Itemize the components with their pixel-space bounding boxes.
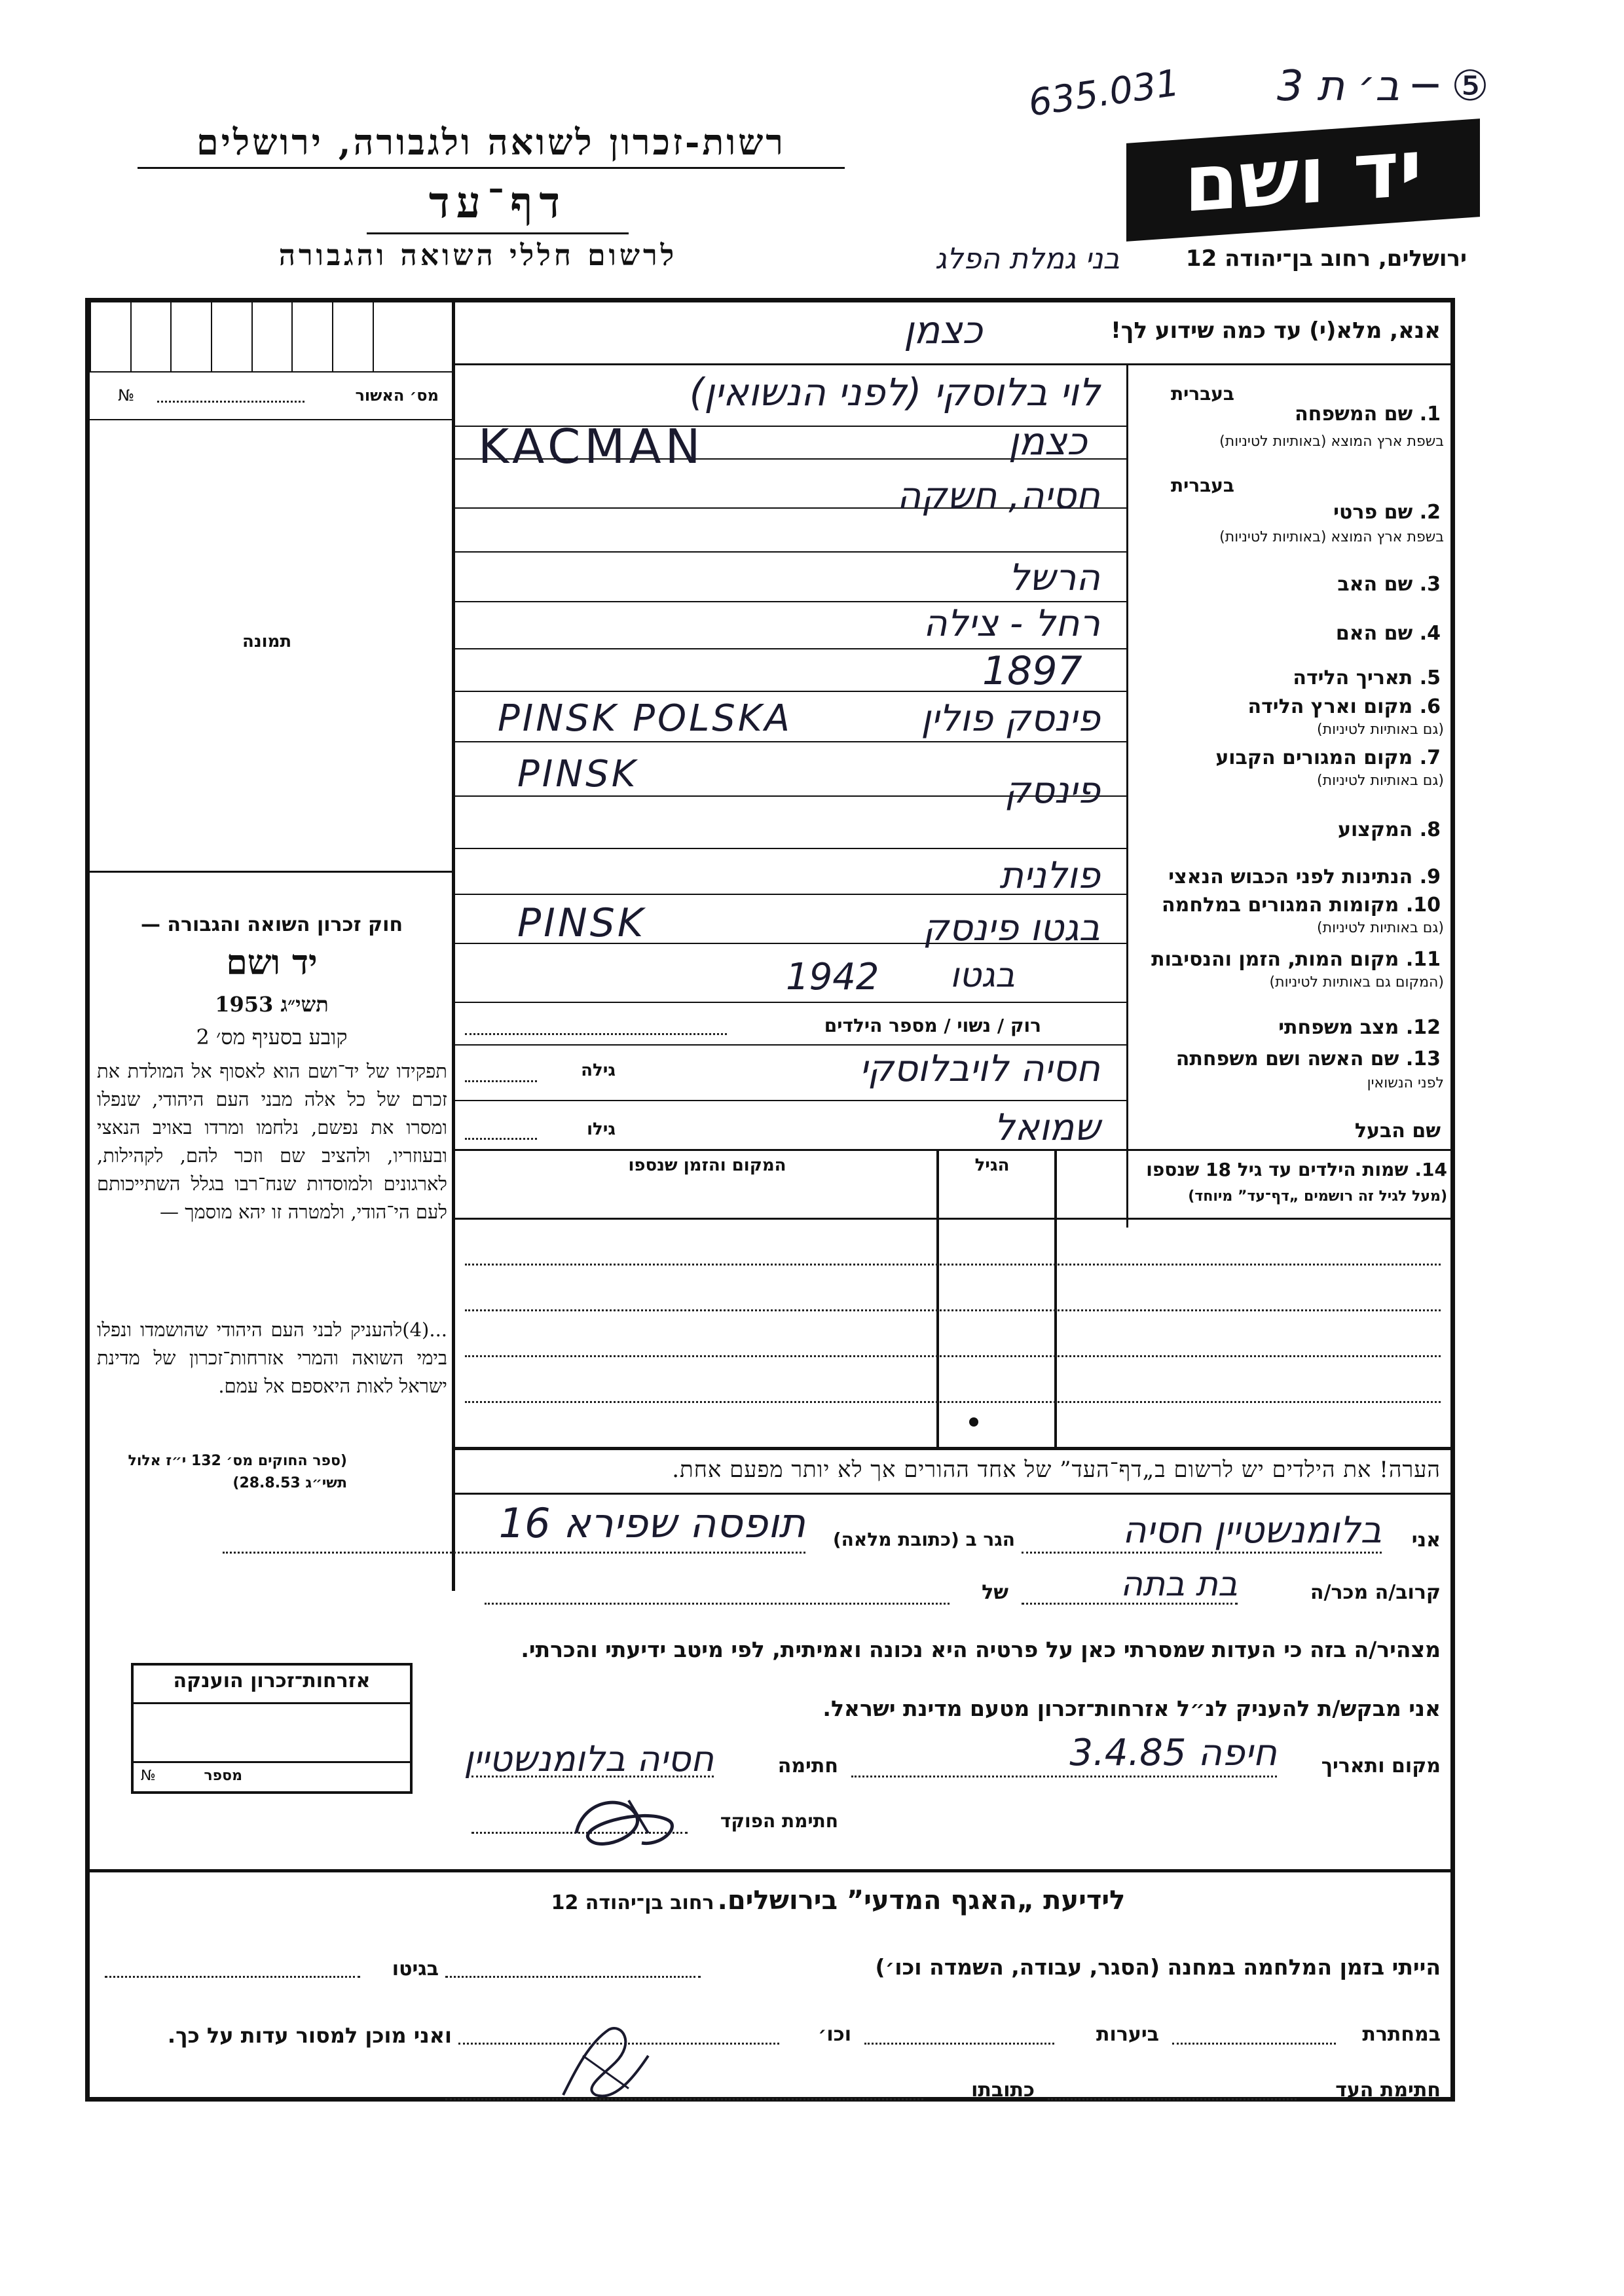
footer-witness-sig-field[interactable]: [1048, 2098, 1297, 2100]
label-column-divider: [1126, 363, 1128, 1228]
law-body-2: ...(4)להעניק לבני העם היהודי שהושמדו ונפלו בימי השואה והמרי אזרחות־זכרון של מדינת ישראל לאות היאספם אל עמם.: [97, 1319, 447, 1397]
field-13-sub: לפני הנשואין: [1367, 1075, 1444, 1091]
place-date-field[interactable]: [851, 1776, 1277, 1777]
note-text: הערה! את הילדים יש לרשום ב„דף־העד” של אחד ההורים אך לא יותר מפעם אחת.: [672, 1457, 1441, 1483]
field-10-label: 10. מקומות המגורים במלחמה: [1162, 894, 1441, 917]
declarant-i-label: אני: [1411, 1529, 1441, 1552]
children-place-col: המקום והזמן שנספו: [628, 1156, 786, 1175]
note-bottom-rule: [455, 1493, 1452, 1495]
row-rule-j: [455, 848, 1126, 849]
officer-signature-scribble: [563, 1787, 694, 1859]
field-13-label: 13. שם האשה ושם משפחתה: [1175, 1048, 1441, 1070]
children-row-2[interactable]: [465, 1309, 1441, 1311]
field-12-options: רוק / נשוי / מספר הילדים: [824, 1015, 1041, 1036]
husband-label: שם הבעל: [1354, 1120, 1441, 1142]
field-14-label: 14. שמות הילדים עד גיל 18 שנספו: [1146, 1159, 1447, 1180]
children-row-1[interactable]: [465, 1264, 1441, 1266]
field-2-value[interactable]: חסיה, חשקה: [896, 475, 1100, 517]
footer-divider: [90, 1869, 1450, 1872]
approval-number-symbol: №: [118, 386, 134, 405]
authority-underline: [138, 167, 845, 169]
footer-line-1: הייתי בזמן המלחמה במחנה (הסגר, עבודה, השמדה וכו׳): [875, 1954, 1441, 1980]
declarant-declaration: מצהיר/ה בזה כי העדות שמסרתי כאן על פרטיה היא נכונה ואמיתית, לפי מיטב ידיעתי והכרתי.: [521, 1637, 1441, 1662]
witness-scribble: [537, 2016, 668, 2108]
law-body: תפקידו של יד־ושם הוא לאסוף אל המולדת את זכרם של כל אלה מבני העם היהודי, שנפלו ומסרו את נפשם, נלחמו ומרדו באויב הנאצי ובעוזריו, ולהציב שם וזכר להם, לקהילות, לארגונים ולמוסדות שנח־רבו בגלל השתייכותם לעם הי־הודי, ולמטרה זו יהא מוסמך —: [97, 1060, 447, 1223]
field-6-value-hebrew[interactable]: פינסק פולין: [921, 697, 1100, 740]
field-2-sub: בשפת ארץ המוצא (באותיות לטיניות): [1219, 529, 1444, 545]
husband-value[interactable]: שמואל: [993, 1106, 1100, 1149]
field-9-value[interactable]: פולנית: [999, 854, 1100, 897]
law-title: חוק זכרון השואה והגבורה —: [140, 913, 403, 936]
field-7-sub: (גם באותיות לטיניות): [1317, 773, 1444, 789]
field-7-label: 7. מקום המגורים הקבוע: [1215, 746, 1441, 769]
row-rule-n: [455, 1044, 1126, 1046]
declarant-living-label: הגר ב (כתובת מלאה): [832, 1529, 1015, 1550]
citizenship-label: אזרחות־זכרון הוענקה: [173, 1669, 371, 1692]
field-1-value-hebrew-2[interactable]: כצמן: [1008, 419, 1087, 464]
declarant-relative-value[interactable]: בת בתה: [1120, 1565, 1238, 1604]
declarant-address-field[interactable]: [223, 1552, 805, 1554]
footer-address-field[interactable]: [445, 2098, 923, 2100]
approval-label: מס׳ האשור: [355, 386, 439, 405]
footer-witness-sig-label: חתימת העד: [1335, 2079, 1441, 2102]
children-top-rule: [455, 1149, 1452, 1151]
row-rule-d: [455, 551, 1126, 553]
children-age-col: הגיל: [974, 1156, 1010, 1175]
place-date-label: מקום ותאריך: [1321, 1755, 1441, 1777]
handwritten-corner-note: ב׳ ת 3 ─ ⑤: [1277, 62, 1489, 111]
approval-bottom-rule: [90, 419, 452, 420]
law-name: יד ושם: [226, 943, 318, 983]
field-11-value-year[interactable]: 1942: [786, 956, 879, 998]
field-3-label: 3. שם האב: [1337, 573, 1441, 596]
row-rule-o: [455, 1100, 1126, 1101]
declarant-name-value[interactable]: בלומנשטיין חסיה: [1122, 1509, 1382, 1552]
handwritten-reference: 635.031: [1025, 62, 1182, 125]
citizenship-number-label: מספר: [204, 1768, 242, 1784]
children-col-2: [936, 1149, 939, 1450]
field-10-sub: (גם באותיות לטיניות): [1317, 920, 1444, 936]
declarant-request: אני מבקש/ת להעניק לנ״ל אזרחות־זכרון מטעם מדינת ישראל.: [822, 1696, 1441, 1721]
photo-label: תמונה: [242, 632, 292, 651]
form-title: דף־עד: [428, 177, 567, 228]
field-4-label: 4. שם האם: [1335, 622, 1441, 645]
handwritten-address-note: בני גמלת הפלג: [934, 242, 1120, 276]
title-underline: [367, 232, 629, 234]
field-6-label: 6. מקום וארץ הלידה: [1247, 695, 1441, 718]
signature-value[interactable]: חסיה בלומנשטיין: [464, 1738, 714, 1779]
law-clause: קובע בסעיף מס׳ 2: [196, 1025, 348, 1049]
field-9-label: 9. הנתינות לפני הכבוש הנאצי: [1168, 866, 1441, 888]
intro-handwritten: כצמן: [904, 308, 983, 352]
footer-ghetto-label: בגיטו: [392, 1958, 439, 1980]
approval-number-field[interactable]: [157, 401, 304, 403]
footer-title-main: לידיעת „האגף המדעי” בירושלים.: [717, 1886, 1126, 1916]
law-reference: (ספר החוקים מס׳ 132 י״ז אלול תשי״ג 28.8.53): [128, 1453, 347, 1491]
photo-bottom-rule: [90, 871, 452, 873]
place-date-value[interactable]: חיפה 3.4.85: [1069, 1732, 1277, 1774]
declarant-name-field[interactable]: [1022, 1552, 1382, 1554]
footer-underground-label: במחתרת: [1362, 2023, 1441, 2046]
law-year: תשי״ג 1953: [215, 992, 329, 1017]
field-7-value-latin[interactable]: PINSK: [517, 753, 638, 795]
wife-age-label: גילה: [581, 1061, 616, 1080]
left-column-divider: [452, 301, 455, 1591]
field-8-label: 8. המקצוע: [1337, 818, 1441, 841]
field-5-label: 5. תאריך הלידה: [1293, 666, 1441, 689]
children-dot-mark: [969, 1417, 978, 1427]
lang-hebrew-1: בעברית: [1170, 383, 1234, 405]
footer-title-address: רחוב בן־יהודה 12: [551, 1891, 714, 1914]
field-3-value[interactable]: הרשל: [1008, 556, 1100, 599]
citizenship-rule-2: [134, 1761, 410, 1763]
approval-box-grid: [90, 302, 452, 371]
declarant-address-value[interactable]: תופסה שפירא 16: [498, 1499, 805, 1547]
husband-age-field[interactable]: [465, 1138, 537, 1140]
husband-age-label: גילו: [587, 1120, 616, 1139]
field-1-sub: בשפת ארץ המוצא (באותיות לטיניות): [1219, 433, 1444, 450]
children-row-3[interactable]: [465, 1355, 1441, 1357]
field-2-label: 2. שם פרטי: [1333, 501, 1441, 524]
field-12-label: 12. מצב משפחתי: [1278, 1016, 1441, 1039]
footer-ghetto-field[interactable]: [105, 1976, 360, 1978]
field-11-sub: (המקום גם באותיות לטיניות): [1269, 974, 1444, 991]
logo-text: יד ושם: [1184, 122, 1422, 230]
authority-heading: רשות-זכרון לשואה ולגבורה, ירושלים: [196, 121, 786, 163]
field-10-value-hebrew[interactable]: בגטו פינסק: [923, 907, 1100, 949]
field-11-label: 11. מקום המות, הזמן והנסיבות: [1151, 948, 1441, 971]
footer-address-label: כתובתו: [971, 2079, 1035, 2102]
field-1-value-hebrew[interactable]: לוי בלוסקי (לפני הנשואין): [689, 370, 1100, 414]
children-rule-1: [455, 1218, 1452, 1220]
intro-rule: [455, 363, 1452, 365]
declarant-of-label: של: [982, 1581, 1008, 1604]
field-1-label: 1. שם המשפחה: [1295, 403, 1441, 426]
children-col-1: [1054, 1149, 1057, 1450]
declarant-of-field[interactable]: [485, 1603, 950, 1605]
children-row-4[interactable]: [465, 1401, 1441, 1403]
footer-forests-label: ביערות: [1096, 2023, 1159, 2046]
approval-rule: [90, 371, 452, 373]
field-11-value-hebrew[interactable]: בגטו: [950, 956, 1015, 995]
footer-title: [498, 1886, 1179, 1916]
field-7-value-hebrew[interactable]: פינסק: [1005, 769, 1100, 812]
footer-underground-field[interactable]: [1172, 2043, 1336, 2045]
wife-age-field[interactable]: [465, 1080, 537, 1082]
field-10-value-latin[interactable]: PINSK: [517, 900, 646, 946]
footer-camp-field[interactable]: [445, 1976, 701, 1978]
footer-forests-field[interactable]: [864, 2043, 1054, 2045]
intro-instruction: אנא, מלא(י) עד כמה שידוע לך!: [1111, 318, 1441, 344]
form-subtitle: לרשום חללי השואה והגבורה: [278, 239, 678, 272]
children-bottom-rule: [455, 1447, 1452, 1450]
address-line: ירושלים, רחוב בן־יהודה 12: [1185, 246, 1467, 272]
field-1-value-latin[interactable]: KACMAN: [478, 419, 705, 474]
row-rule-m: [455, 1002, 1126, 1003]
field-13-value[interactable]: חסיה לויבלוסקי: [859, 1048, 1100, 1090]
field-12-children-count[interactable]: [465, 1033, 727, 1035]
footer-ready-text: ואני מוכן למסור עדות על כך.: [167, 2023, 452, 2048]
citizenship-number-symbol: №: [141, 1768, 156, 1784]
field-6-value-latin[interactable]: PINSK POLSKA: [498, 697, 792, 740]
signature-label: חתימה: [777, 1755, 838, 1777]
citizenship-rule: [134, 1702, 410, 1704]
officer-signature-label: חתימת הפוקד: [720, 1810, 838, 1832]
field-4-value[interactable]: רחל - צילה: [923, 602, 1100, 645]
field-6-sub: (גם באותיות לטיניות): [1317, 721, 1444, 738]
field-14-sub: (מעל לגיל זה רושמים „דף־עד” מיוחד): [1188, 1188, 1447, 1205]
declarant-relative-label: קרוב/ה מכר/ה: [1310, 1581, 1441, 1604]
row-rule-h: [455, 741, 1126, 742]
field-5-value[interactable]: 1897: [982, 648, 1082, 694]
lang-hebrew-2: בעברית: [1170, 475, 1234, 496]
footer-etc-label: וכו׳: [818, 2023, 851, 2046]
